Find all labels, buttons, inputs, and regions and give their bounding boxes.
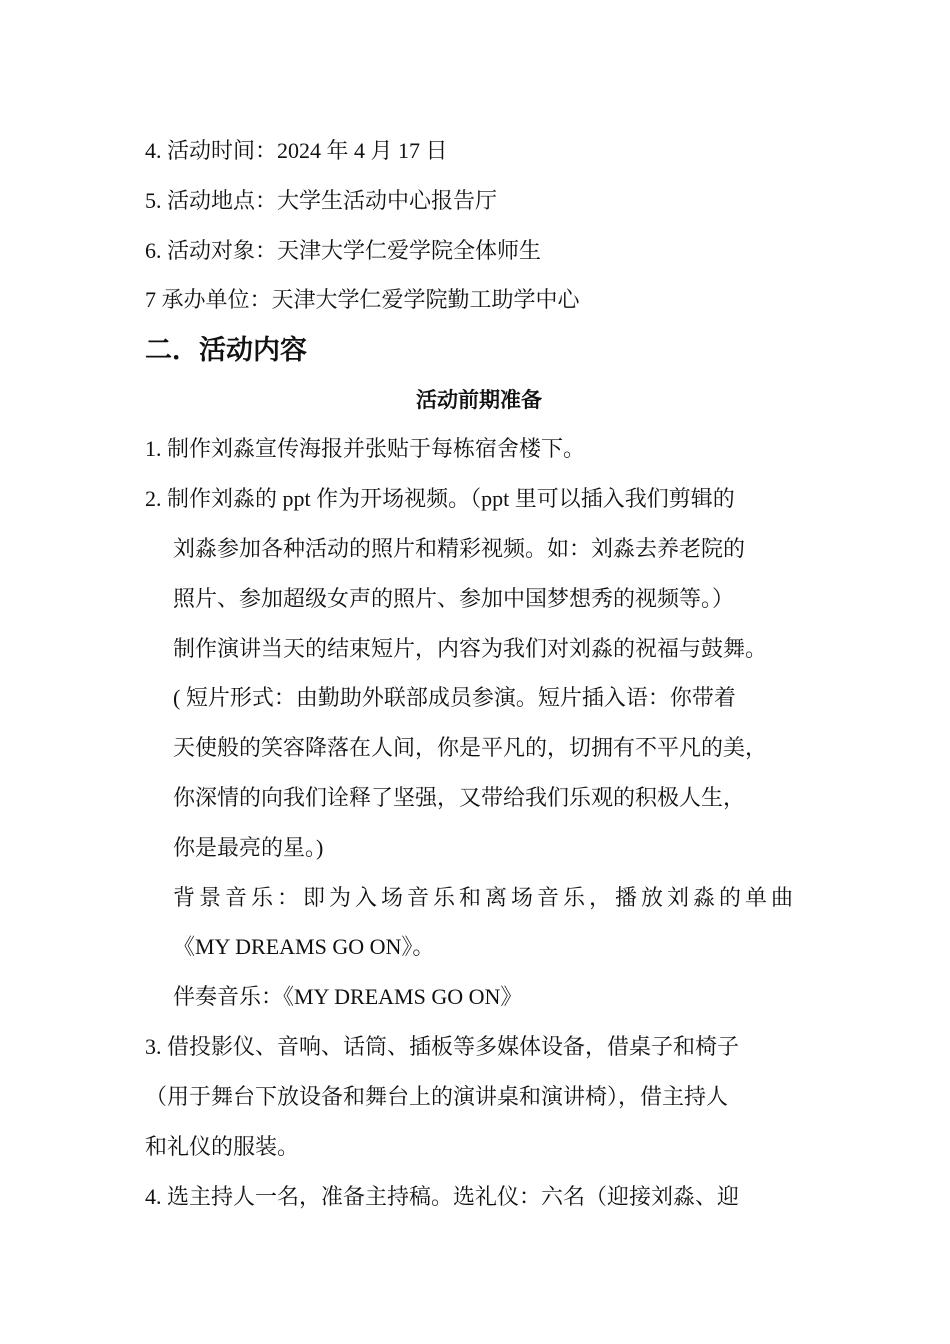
item-2-line: 你深情的向我们诠释了坚强，又带给我们乐观的积极人生， (173, 785, 746, 810)
item-3-line: （用于舞台下放设备和舞台上的演讲桌和演讲椅），借主持人 (145, 1084, 729, 1109)
activity-time: 4. 活动时间：2024 年 4 月 17 日 (145, 138, 448, 163)
item-2-line: 你是最亮的星。) (173, 835, 324, 860)
item-2-line: 2. 制作刘淼的 ppt 作为开场视频。（ppt 里可以插入我们剪辑的 (145, 486, 735, 511)
item-2-line: 刘淼参加各种活动的照片和精彩视频。如：刘淼去养老院的 (173, 536, 746, 561)
item-4-line: 4. 选主持人一名，准备主持稿。选礼仪：六名（迎接刘淼、迎 (145, 1184, 740, 1209)
subsection-title: 活动前期准备 (416, 388, 542, 412)
item-3-line: 3. 借投影仪、音响、话筒、插板等多媒体设备，借桌子和椅子 (145, 1034, 740, 1059)
section-title: 二．活动内容 (145, 335, 307, 366)
activity-place: 5. 活动地点：大学生活动中心报告厅 (145, 188, 498, 213)
item-2-line: 背景音乐：即为入场音乐和离场音乐，播放刘淼的单曲 (173, 885, 798, 910)
item-2-line: 伴奏音乐：《MY DREAMS GO ON》 (173, 984, 523, 1009)
activity-audience: 6. 活动对象：天津大学仁爱学院全体师生 (145, 238, 542, 263)
item-2-line: ( 短片形式：由勤助外联部成员参演。短片插入语：你带着 (173, 685, 736, 710)
item-2-line: 制作演讲当天的结束短片，内容为我们对刘淼的祝福与鼓舞。 (173, 636, 768, 661)
activity-organizer: 7 承办单位：天津大学仁爱学院勤工助学中心 (145, 287, 580, 312)
item-2-line: 照片、参加超级女声的照片、参加中国梦想秀的视频等。） (173, 586, 735, 611)
item-2-line: 《MY DREAMS GO ON》。 (173, 934, 435, 959)
item-2-line: 天使般的笑容降落在人间，你是平凡的，切拥有不平凡的美， (173, 735, 768, 760)
item-3-line: 和礼仪的服装。 (145, 1134, 300, 1159)
item-1: 1. 制作刘淼宣传海报并张贴于每栋宿舍楼下。 (145, 436, 586, 461)
